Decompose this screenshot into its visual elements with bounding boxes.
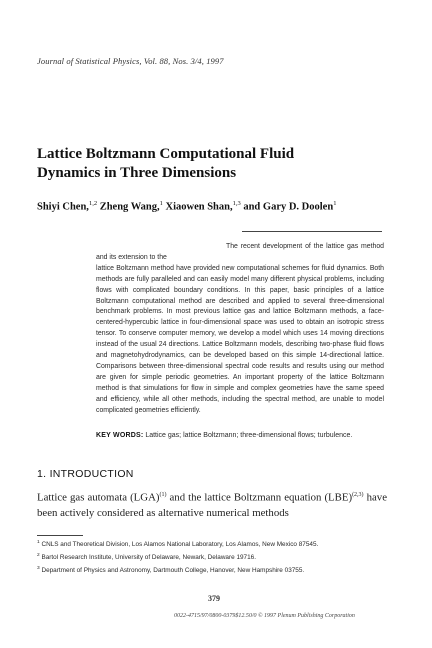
article-title-line-2: Dynamics in Three Dimensions <box>37 165 237 181</box>
footnote-mark: 1 <box>37 540 40 545</box>
author-list <box>37 200 407 213</box>
author-name: Xiaowen Shan, <box>162 201 233 213</box>
citation-ref: (1) <box>159 492 167 498</box>
intro-text: have been actively considered as alternative numerical methods <box>37 491 387 519</box>
author-name: and Gary D. Doolen <box>240 201 334 213</box>
keywords-label: KEY WORDS: <box>96 432 144 439</box>
introduction-paragraph <box>37 488 387 521</box>
footnotes <box>37 538 387 577</box>
abstract-body: lattice Boltzmann method have provided new computational schemes for fluid dynamics. Both methods are fully paralleled and can easily model many different physical problems, including flows with complicated boundary conditions. In this paper, basic principles of a lattice Boltzmann computational method are described and applied to several three-dimensional benchmark problems. In most previous lattice gas and lattice Boltzmann methods, a face-centered-hypercubic lattice in four-dimensional space was used to obtain an isotropic stress tensor. To conserve computer memory, we develop a model which uses 14 moving directions instead of the usual 24 directions. Lattice Boltzmann models, describing two-phase fluid flows and magnetohydrodynamics, can be developed based on this simple 14-directional lattice. Comparisons between three-dimensional spectral code results and results using our method are given for simple periodic geometries. An important property of the lattice Boltzmann method is that simulations for flow in simple and complex geometries have the same speed and efficiency, while all other methods, including the spectral method, are unable to model complicated geometries efficiently. <box>96 264 384 414</box>
author-affiliation: 1,2 <box>88 200 98 207</box>
keywords <box>96 430 384 441</box>
footnote <box>37 551 387 562</box>
footnote-text: Department of Physics and Astronomy, Dartmouth College, Hanover, New Hampshire 03755. <box>41 567 305 575</box>
abstract-top-rule <box>242 231 382 232</box>
footnote <box>37 564 387 575</box>
citation-ref: (2,3) <box>352 492 364 498</box>
author-affiliation: 1 <box>159 200 163 207</box>
journal-header: Journal of Statistical Physics, Vol. 88, Nos. 3/4, 1997 <box>37 56 224 66</box>
intro-text: Lattice gas automata (LGA) <box>37 491 160 504</box>
author-name: Shiyi Chen, <box>37 201 89 213</box>
abstract-first-line: The recent development of the lattice gas method and its extension to the <box>96 243 384 261</box>
abstract <box>96 242 384 417</box>
footnote-mark: 2 <box>37 553 40 559</box>
author-affiliation: 1,3 <box>232 200 241 207</box>
article-title-line-1: Lattice Boltzmann Computational Fluid <box>37 146 295 162</box>
footnote <box>37 538 387 549</box>
author-affiliation: 1 <box>333 200 337 207</box>
author-name: Zheng Wang, <box>97 201 160 213</box>
footnote-rule <box>37 535 83 536</box>
intro-text: and the lattice Boltzmann equation (LBE) <box>166 491 353 504</box>
publisher-line: 0022-4715/97/0800-0379$12.50/0 © 1997 Plenum Publishing Corporation <box>174 613 355 619</box>
article-title <box>37 145 397 183</box>
section-heading: 1. INTRODUCTION <box>37 468 134 480</box>
footnote-mark: 3 <box>37 566 40 572</box>
keywords-text: Lattice gas; lattice Boltzmann; three-dimensional flows; turbulence. <box>143 432 353 439</box>
footnote-text: CNLS and Theoretical Division, Los Alamos National Laboratory, Los Alamos, New Mexico 87545. <box>41 541 319 549</box>
page-number: 379 <box>208 594 220 603</box>
footnote-text: Bartol Research Institute, University of Delaware, Newark, Delaware 19716. <box>41 554 256 562</box>
